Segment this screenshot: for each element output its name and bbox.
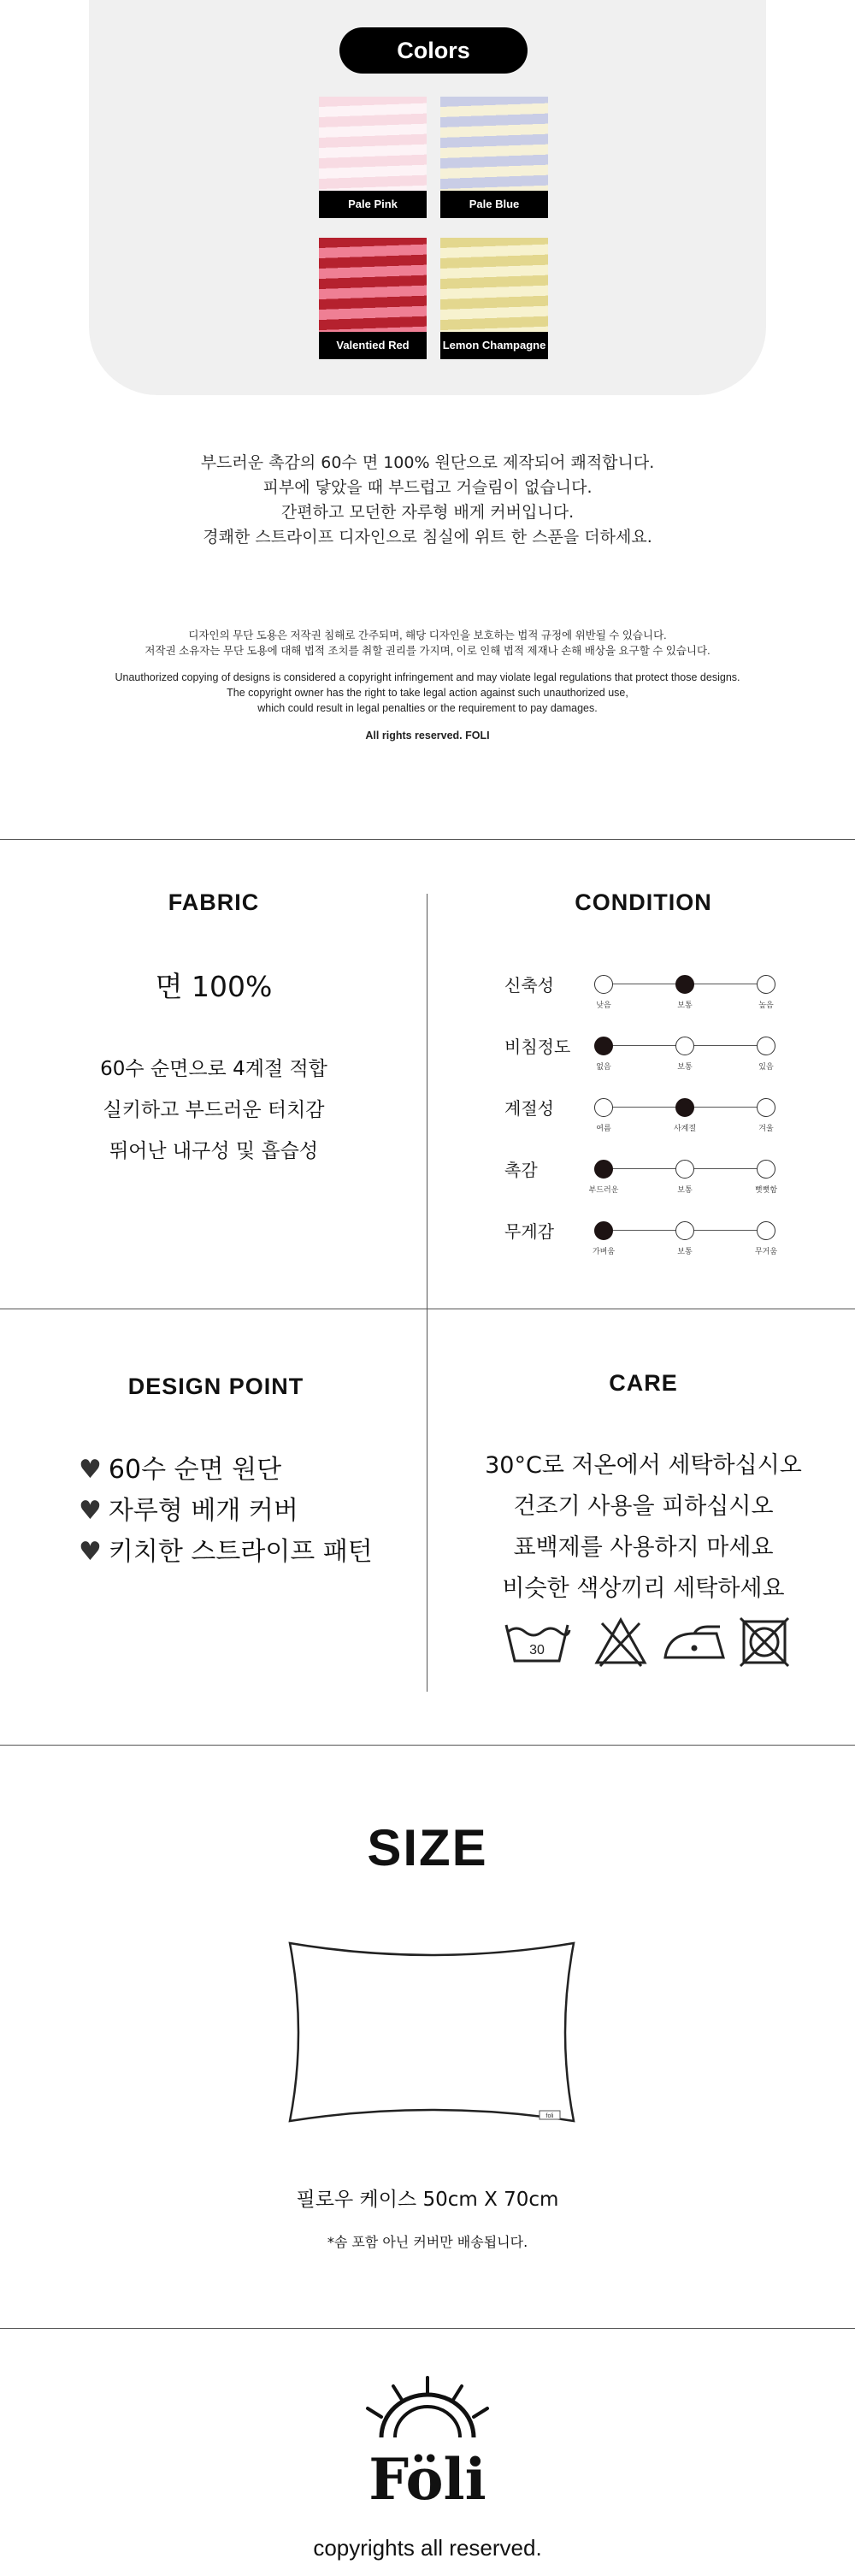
heart-icon: ♥ xyxy=(79,1537,102,1567)
condition-name: 무게감 xyxy=(504,1221,554,1242)
condition-dot xyxy=(757,1221,775,1240)
color-swatch xyxy=(319,97,427,218)
care-line: 30°C로 저온에서 세탁하십시오 xyxy=(485,1452,802,1479)
condition-dot-selected xyxy=(675,1098,694,1117)
fabric-feature: 뛰어난 내구성 및 흡습성 xyxy=(109,1140,319,1162)
condition-row xyxy=(504,1153,778,1204)
swatch-label: Valentied Red xyxy=(319,332,427,359)
size-title: SIZE xyxy=(367,1819,488,1876)
condition-tick-label: 가벼움 xyxy=(592,1248,616,1256)
fabric-feature: 실키하고 부드러운 터치감 xyxy=(103,1099,325,1121)
svg-text:30: 30 xyxy=(529,1643,545,1657)
condition-dot xyxy=(594,1098,613,1117)
heart-icon: ♥ xyxy=(79,1455,102,1485)
section-divider xyxy=(0,1745,855,1746)
notice-line: 디자인의 무단 도용은 저작권 침해로 간주되며, 해당 디자인을 보호하는 법적 규정에 위반될 수 있습니다. xyxy=(188,629,667,641)
swatch-label: Pale Blue xyxy=(440,191,548,218)
condition-dot-selected xyxy=(594,1037,613,1055)
condition-tick-label: 겨울 xyxy=(758,1125,774,1133)
size-note: *솜 포함 아닌 커버만 배송됩니다. xyxy=(327,2234,528,2250)
all-rights-reserved: All rights reserved. FOLI xyxy=(365,730,490,741)
description-line: 간편하고 모던한 자루형 배게 커버입니다. xyxy=(280,503,575,522)
condition-dot-selected xyxy=(675,975,694,994)
condition-tick-label: 있음 xyxy=(758,1063,774,1072)
condition-dot xyxy=(675,1160,694,1179)
condition-name: 신축성 xyxy=(504,975,554,996)
product-description xyxy=(0,451,855,550)
notice-line: 저작권 소유자는 무단 도용에 대해 법적 조치를 취할 권리를 가지며, 이로 인해 법적 제재나 손해 배상을 요구할 수 있습니다. xyxy=(144,645,711,657)
no-tumble-dry-icon xyxy=(739,1616,790,1668)
color-swatch xyxy=(440,238,548,359)
color-swatch xyxy=(319,238,427,359)
condition-dot xyxy=(757,1037,775,1055)
condition-tick-label: 없음 xyxy=(596,1063,611,1072)
notice-line: which could result in legal penalties or the requirement to pay damages. xyxy=(257,702,598,714)
condition-tick-label: 무거움 xyxy=(754,1248,778,1256)
condition-tick-label: 뻣뻣함 xyxy=(754,1186,778,1195)
fabric-sample-image xyxy=(319,238,427,335)
wash-30-icon xyxy=(503,1616,571,1668)
care-instructions xyxy=(428,1445,855,1610)
copyright-notice-english xyxy=(0,670,855,716)
condition-name: 계절성 xyxy=(504,1098,554,1119)
fabric-sample-image xyxy=(440,238,548,335)
design-point-item: ♥ 60수 순면 원단 xyxy=(79,1450,373,1491)
condition-name: 비침정도 xyxy=(504,1037,571,1057)
section-divider xyxy=(0,2328,855,2329)
design-point-title: DESIGN POINT xyxy=(127,1374,304,1399)
fabric-sample-image xyxy=(440,97,548,194)
iron-low-icon xyxy=(660,1620,728,1666)
notice-line: The copyright owner has the right to take legal action against such unauthorized use, xyxy=(227,687,628,699)
care-line: 건조기 사용을 피하십시오 xyxy=(513,1493,774,1520)
condition-dot-selected xyxy=(594,1160,613,1179)
color-swatch xyxy=(440,97,548,218)
care-title: CARE xyxy=(609,1370,678,1396)
notice-line: Unauthorized copying of designs is considered a copyright infringement and may violate legal regulations that protect those designs. xyxy=(115,671,740,683)
condition-tick-label: 사계절 xyxy=(673,1125,697,1133)
foli-logo xyxy=(351,2374,504,2511)
condition-tick-label: 보통 xyxy=(677,1248,693,1256)
fabric-features xyxy=(0,1049,428,1172)
copyright-notice-korean xyxy=(0,628,855,659)
condition-dot xyxy=(757,1160,775,1179)
design-point-item: ♥ 키치한 스트라이프 패턴 xyxy=(79,1532,373,1573)
no-bleach-icon xyxy=(593,1616,648,1668)
description-line: 피부에 닿았을 때 부드럽고 거슬림이 없습니다. xyxy=(262,478,593,497)
pillow-case-illustration xyxy=(278,1935,586,2131)
colors-title: Colors xyxy=(339,27,528,74)
condition-tick-label: 보통 xyxy=(677,1001,693,1010)
size-caption: 필로우 케이스 50cm X 70cm xyxy=(296,2189,559,2211)
care-line: 비슷한 색상끼리 세탁하세요 xyxy=(502,1575,785,1602)
condition-dot xyxy=(675,1037,694,1055)
condition-tick-label: 부드러운 xyxy=(588,1186,619,1195)
condition-row xyxy=(504,968,778,1019)
condition-row xyxy=(504,1214,778,1266)
footer-copyright: copyrights all reserved. xyxy=(313,2535,542,2561)
care-line: 표백제를 사용하지 마세요 xyxy=(513,1534,774,1561)
fabric-feature: 60수 순면으로 4계절 적합 xyxy=(100,1058,327,1080)
condition-dot-selected xyxy=(594,1221,613,1240)
fabric-composition: 면 100% xyxy=(155,970,273,1003)
condition-name: 촉감 xyxy=(504,1160,538,1180)
condition-dot xyxy=(757,975,775,994)
design-point-item: ♥ 자루형 베개 커버 xyxy=(79,1491,373,1532)
logo-wordmark: Föli xyxy=(369,2446,486,2511)
condition-tick-label: 낮음 xyxy=(596,1001,611,1010)
condition-dot xyxy=(594,975,613,994)
swatch-label: Pale Pink xyxy=(319,191,427,218)
swatch-label: Lemon Champagne xyxy=(440,332,548,359)
condition-tick-label: 여름 xyxy=(596,1125,611,1133)
fabric-sample-image xyxy=(319,97,427,194)
heart-icon: ♥ xyxy=(79,1496,102,1526)
condition-title: CONDITION xyxy=(575,889,712,915)
fabric-title: FABRIC xyxy=(168,889,260,915)
section-divider xyxy=(0,839,855,840)
condition-dot xyxy=(757,1098,775,1117)
condition-row xyxy=(504,1030,778,1081)
design-point-list xyxy=(79,1450,373,1573)
condition-dot xyxy=(675,1221,694,1240)
brand-tag: foli xyxy=(545,2113,554,2119)
description-line: 부드러운 촉감의 60수 면 100% 원단으로 제작되어 쾌적합니다. xyxy=(200,453,655,472)
condition-tick-label: 보통 xyxy=(677,1063,693,1072)
condition-tick-label: 보통 xyxy=(677,1186,693,1195)
description-line: 경쾌한 스트라이프 디자인으로 침실에 위트 한 스푼을 더하세요. xyxy=(203,528,652,547)
condition-tick-label: 높음 xyxy=(758,1001,774,1010)
condition-row xyxy=(504,1091,778,1143)
